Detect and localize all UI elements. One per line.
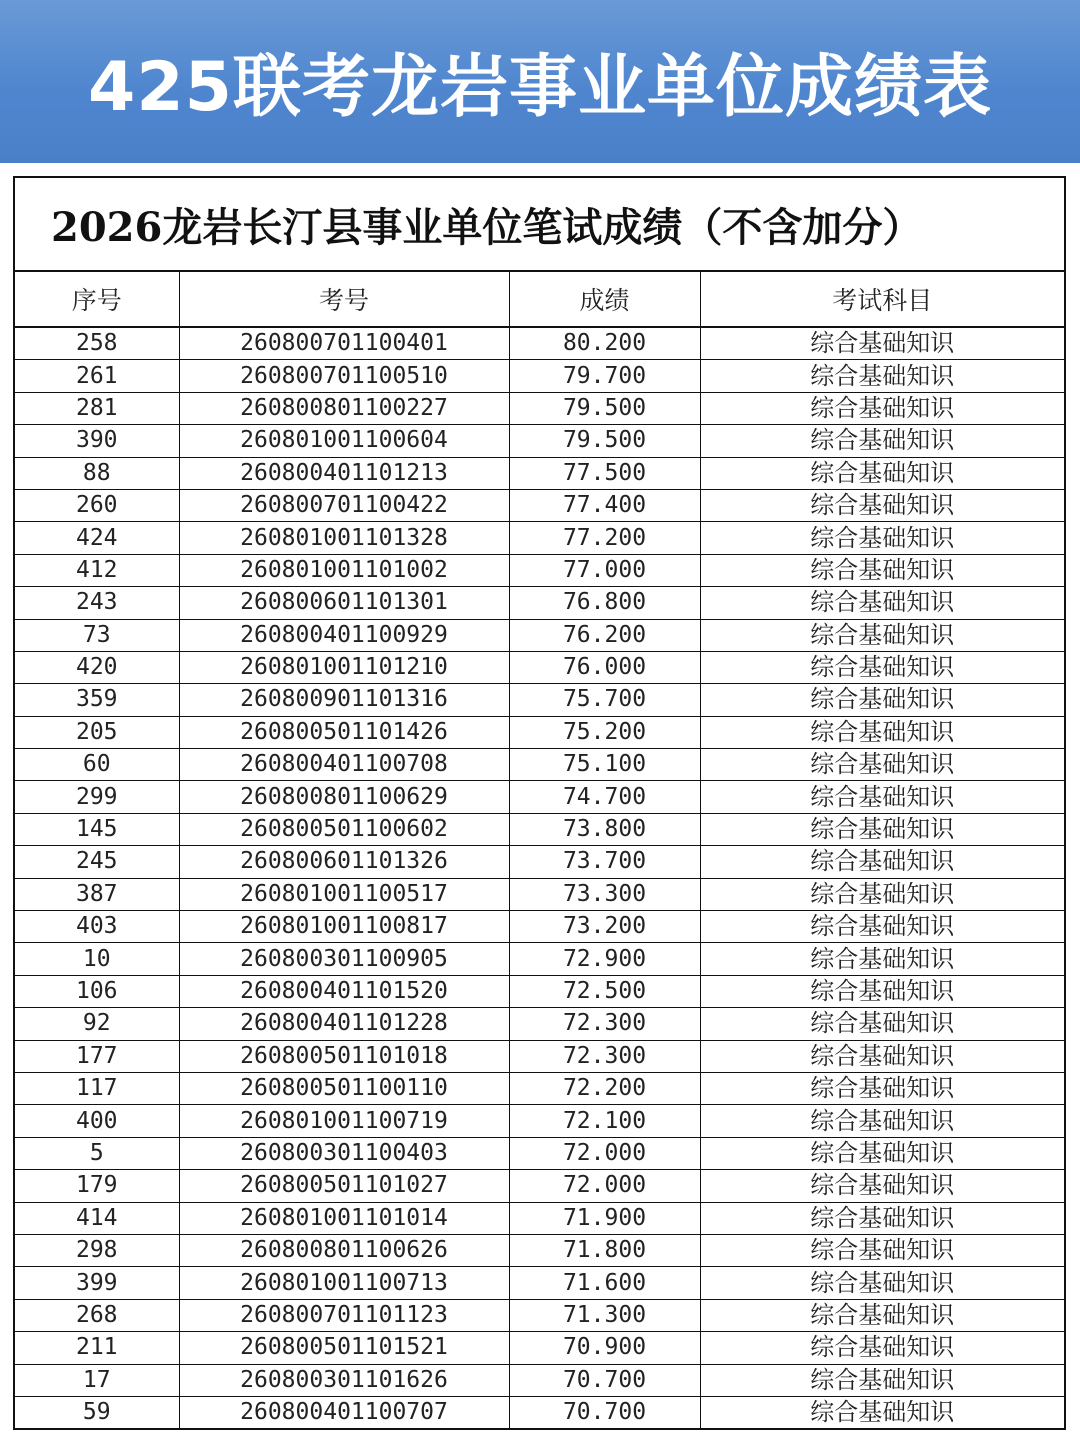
cell-index: 414 xyxy=(15,1202,179,1234)
table-row xyxy=(15,1396,1064,1428)
cell-subject: 综合基础知识 xyxy=(700,943,1064,975)
table-row xyxy=(15,1202,1064,1234)
cell-subject: 综合基础知识 xyxy=(700,425,1064,457)
cell-exam-number: 260800501101426 xyxy=(179,716,509,748)
table-row xyxy=(15,943,1064,975)
table-header-row xyxy=(15,272,1064,327)
cell-subject: 综合基础知识 xyxy=(700,1072,1064,1104)
table-row xyxy=(15,749,1064,781)
cell-exam-number: 260800801100629 xyxy=(179,781,509,813)
table-row xyxy=(15,360,1064,392)
cell-score: 77.200 xyxy=(509,522,700,554)
cell-score: 77.000 xyxy=(509,554,700,586)
cell-score: 73.700 xyxy=(509,846,700,878)
table-body xyxy=(15,327,1064,1428)
cell-subject: 综合基础知识 xyxy=(700,716,1064,748)
header-subject: 考试科目 xyxy=(700,272,1064,327)
table-row xyxy=(15,846,1064,878)
cell-score: 72.500 xyxy=(509,975,700,1007)
cell-index: 73 xyxy=(15,619,179,651)
table-row xyxy=(15,587,1064,619)
cell-index: 17 xyxy=(15,1364,179,1396)
title-banner xyxy=(0,0,1080,163)
cell-exam-number: 260801001100817 xyxy=(179,911,509,943)
cell-index: 205 xyxy=(15,716,179,748)
cell-index: 390 xyxy=(15,425,179,457)
table-row xyxy=(15,781,1064,813)
cell-exam-number: 260800701101123 xyxy=(179,1299,509,1331)
cell-subject: 综合基础知识 xyxy=(700,684,1064,716)
cell-score: 73.200 xyxy=(509,911,700,943)
cell-exam-number: 260800501100110 xyxy=(179,1072,509,1104)
cell-subject: 综合基础知识 xyxy=(700,392,1064,424)
cell-score: 70.700 xyxy=(509,1396,700,1428)
cell-score: 72.300 xyxy=(509,1040,700,1072)
cell-exam-number: 260800801100626 xyxy=(179,1234,509,1266)
cell-exam-number: 260800301100905 xyxy=(179,943,509,975)
cell-score: 76.200 xyxy=(509,619,700,651)
cell-exam-number: 260800701100422 xyxy=(179,489,509,521)
cell-score: 71.300 xyxy=(509,1299,700,1331)
table-row xyxy=(15,1170,1064,1202)
cell-exam-number: 260800801100227 xyxy=(179,392,509,424)
cell-subject: 综合基础知识 xyxy=(700,1202,1064,1234)
cell-index: 298 xyxy=(15,1234,179,1266)
cell-index: 260 xyxy=(15,489,179,521)
cell-score: 72.000 xyxy=(509,1137,700,1169)
table-row xyxy=(15,651,1064,683)
cell-index: 281 xyxy=(15,392,179,424)
cell-score: 70.900 xyxy=(509,1332,700,1364)
table-row xyxy=(15,619,1064,651)
sheet-title: 2026龙岩长汀县事业单位笔试成绩（不含加分） xyxy=(15,178,1064,272)
cell-index: 387 xyxy=(15,878,179,910)
cell-subject: 综合基础知识 xyxy=(700,1299,1064,1331)
table-row xyxy=(15,975,1064,1007)
cell-subject: 综合基础知识 xyxy=(700,781,1064,813)
score-table xyxy=(15,272,1064,1428)
banner-title: 425联考龙岩事业单位成绩表 xyxy=(88,48,992,127)
cell-subject: 综合基础知识 xyxy=(700,457,1064,489)
cell-exam-number: 260801001101014 xyxy=(179,1202,509,1234)
header-index: 序号 xyxy=(15,272,179,327)
table-row xyxy=(15,1234,1064,1266)
cell-score: 79.500 xyxy=(509,425,700,457)
cell-index: 399 xyxy=(15,1267,179,1299)
cell-subject: 综合基础知识 xyxy=(700,911,1064,943)
cell-score: 71.800 xyxy=(509,1234,700,1266)
table-row xyxy=(15,489,1064,521)
table-row xyxy=(15,1008,1064,1040)
cell-exam-number: 260800501100602 xyxy=(179,813,509,845)
cell-subject: 综合基础知识 xyxy=(700,1137,1064,1169)
cell-subject: 综合基础知识 xyxy=(700,1364,1064,1396)
table-row xyxy=(15,1137,1064,1169)
cell-exam-number: 260800901101316 xyxy=(179,684,509,716)
cell-exam-number: 260800401101228 xyxy=(179,1008,509,1040)
cell-exam-number: 260800501101027 xyxy=(179,1170,509,1202)
cell-subject: 综合基础知识 xyxy=(700,1040,1064,1072)
cell-exam-number: 260800501101018 xyxy=(179,1040,509,1072)
cell-exam-number: 260800301100403 xyxy=(179,1137,509,1169)
cell-exam-number: 260801001100713 xyxy=(179,1267,509,1299)
table-row xyxy=(15,1332,1064,1364)
cell-exam-number: 260801001101328 xyxy=(179,522,509,554)
table-row xyxy=(15,1267,1064,1299)
cell-index: 177 xyxy=(15,1040,179,1072)
cell-index: 245 xyxy=(15,846,179,878)
cell-index: 424 xyxy=(15,522,179,554)
cell-subject: 综合基础知识 xyxy=(700,651,1064,683)
cell-subject: 综合基础知识 xyxy=(700,619,1064,651)
cell-exam-number: 260800301101626 xyxy=(179,1364,509,1396)
cell-score: 80.200 xyxy=(509,327,700,360)
cell-score: 75.200 xyxy=(509,716,700,748)
table-row xyxy=(15,1040,1064,1072)
table-row xyxy=(15,554,1064,586)
table-row xyxy=(15,1299,1064,1331)
cell-exam-number: 260800701100401 xyxy=(179,327,509,360)
cell-exam-number: 260800501101521 xyxy=(179,1332,509,1364)
table-row xyxy=(15,327,1064,360)
cell-index: 258 xyxy=(15,327,179,360)
cell-subject: 综合基础知识 xyxy=(700,522,1064,554)
cell-exam-number: 260801001100604 xyxy=(179,425,509,457)
cell-subject: 综合基础知识 xyxy=(700,813,1064,845)
table-row xyxy=(15,425,1064,457)
table-row xyxy=(15,1364,1064,1396)
cell-score: 76.000 xyxy=(509,651,700,683)
cell-index: 403 xyxy=(15,911,179,943)
cell-index: 243 xyxy=(15,587,179,619)
cell-score: 72.900 xyxy=(509,943,700,975)
cell-index: 268 xyxy=(15,1299,179,1331)
cell-subject: 综合基础知识 xyxy=(700,327,1064,360)
table-row xyxy=(15,684,1064,716)
cell-index: 261 xyxy=(15,360,179,392)
cell-index: 420 xyxy=(15,651,179,683)
cell-score: 70.700 xyxy=(509,1364,700,1396)
cell-index: 211 xyxy=(15,1332,179,1364)
cell-subject: 综合基础知识 xyxy=(700,1332,1064,1364)
cell-exam-number: 260801001101210 xyxy=(179,651,509,683)
cell-score: 72.300 xyxy=(509,1008,700,1040)
table-row xyxy=(15,813,1064,845)
cell-subject: 综合基础知识 xyxy=(700,1267,1064,1299)
cell-index: 412 xyxy=(15,554,179,586)
cell-score: 71.900 xyxy=(509,1202,700,1234)
table-row xyxy=(15,522,1064,554)
cell-index: 400 xyxy=(15,1105,179,1137)
header-score: 成绩 xyxy=(509,272,700,327)
cell-exam-number: 260800701100510 xyxy=(179,360,509,392)
table-row xyxy=(15,1105,1064,1137)
cell-subject: 综合基础知识 xyxy=(700,975,1064,1007)
cell-subject: 综合基础知识 xyxy=(810,1398,955,1427)
cell-exam-number: 260800401101520 xyxy=(179,975,509,1007)
cell-index: 179 xyxy=(15,1170,179,1202)
cell-index: 359 xyxy=(15,684,179,716)
cell-index: 10 xyxy=(15,943,179,975)
table-row xyxy=(15,392,1064,424)
cell-subject: 综合基础知识 xyxy=(700,1170,1064,1202)
cell-exam-number: 260800401100929 xyxy=(179,619,509,651)
cell-index: 92 xyxy=(15,1008,179,1040)
cell-subject: 综合基础知识 xyxy=(700,1234,1064,1266)
cell-score: 73.300 xyxy=(509,878,700,910)
cell-index: 5 xyxy=(15,1137,179,1169)
cell-score: 75.100 xyxy=(509,749,700,781)
cell-exam-number: 260800401100708 xyxy=(179,749,509,781)
cell-subject: 综合基础知识 xyxy=(700,846,1064,878)
table-row xyxy=(15,1072,1064,1104)
cell-subject: 综合基础知识 xyxy=(700,1008,1064,1040)
cell-subject: 综合基础知识 xyxy=(700,587,1064,619)
cell-score: 73.800 xyxy=(509,813,700,845)
table-row xyxy=(15,911,1064,943)
cell-index: 145 xyxy=(15,813,179,845)
cell-exam-number: 260801001100517 xyxy=(179,878,509,910)
table-row xyxy=(15,878,1064,910)
cell-exam-number: 260800401101213 xyxy=(179,457,509,489)
cell-index: 88 xyxy=(15,457,179,489)
cell-index: 59 xyxy=(15,1396,179,1428)
cell-score: 74.700 xyxy=(509,781,700,813)
cell-subject: 综合基础知识 xyxy=(700,878,1064,910)
cell-exam-number: 260801001101002 xyxy=(179,554,509,586)
cell-score: 72.100 xyxy=(509,1105,700,1137)
cell-subject: 综合基础知识 xyxy=(700,554,1064,586)
cell-index: 60 xyxy=(15,749,179,781)
cell-score: 76.800 xyxy=(509,587,700,619)
cell-subject: 综合基础知识 xyxy=(700,749,1064,781)
cell-index: 299 xyxy=(15,781,179,813)
header-exam-number: 考号 xyxy=(179,272,509,327)
score-sheet xyxy=(13,176,1066,1430)
cell-score: 79.700 xyxy=(509,360,700,392)
cell-score: 72.000 xyxy=(509,1170,700,1202)
cell-score: 79.500 xyxy=(509,392,700,424)
cell-score: 77.500 xyxy=(509,457,700,489)
cell-index: 117 xyxy=(15,1072,179,1104)
cell-score: 75.700 xyxy=(509,684,700,716)
table-row xyxy=(15,457,1064,489)
cell-subject: 综合基础知识 xyxy=(700,1105,1064,1137)
cell-exam-number: 260801001100719 xyxy=(179,1105,509,1137)
cell-subject: 综合基础知识 xyxy=(700,360,1064,392)
cell-index: 106 xyxy=(15,975,179,1007)
cell-score: 77.400 xyxy=(509,489,700,521)
cell-exam-number: 260800601101301 xyxy=(179,587,509,619)
cell-score: 71.600 xyxy=(509,1267,700,1299)
cell-score: 72.200 xyxy=(509,1072,700,1104)
cell-exam-number: 260800401100707 xyxy=(179,1396,509,1428)
table-row xyxy=(15,716,1064,748)
cell-exam-number: 260800601101326 xyxy=(179,846,509,878)
cell-subject: 综合基础知识 xyxy=(700,489,1064,521)
